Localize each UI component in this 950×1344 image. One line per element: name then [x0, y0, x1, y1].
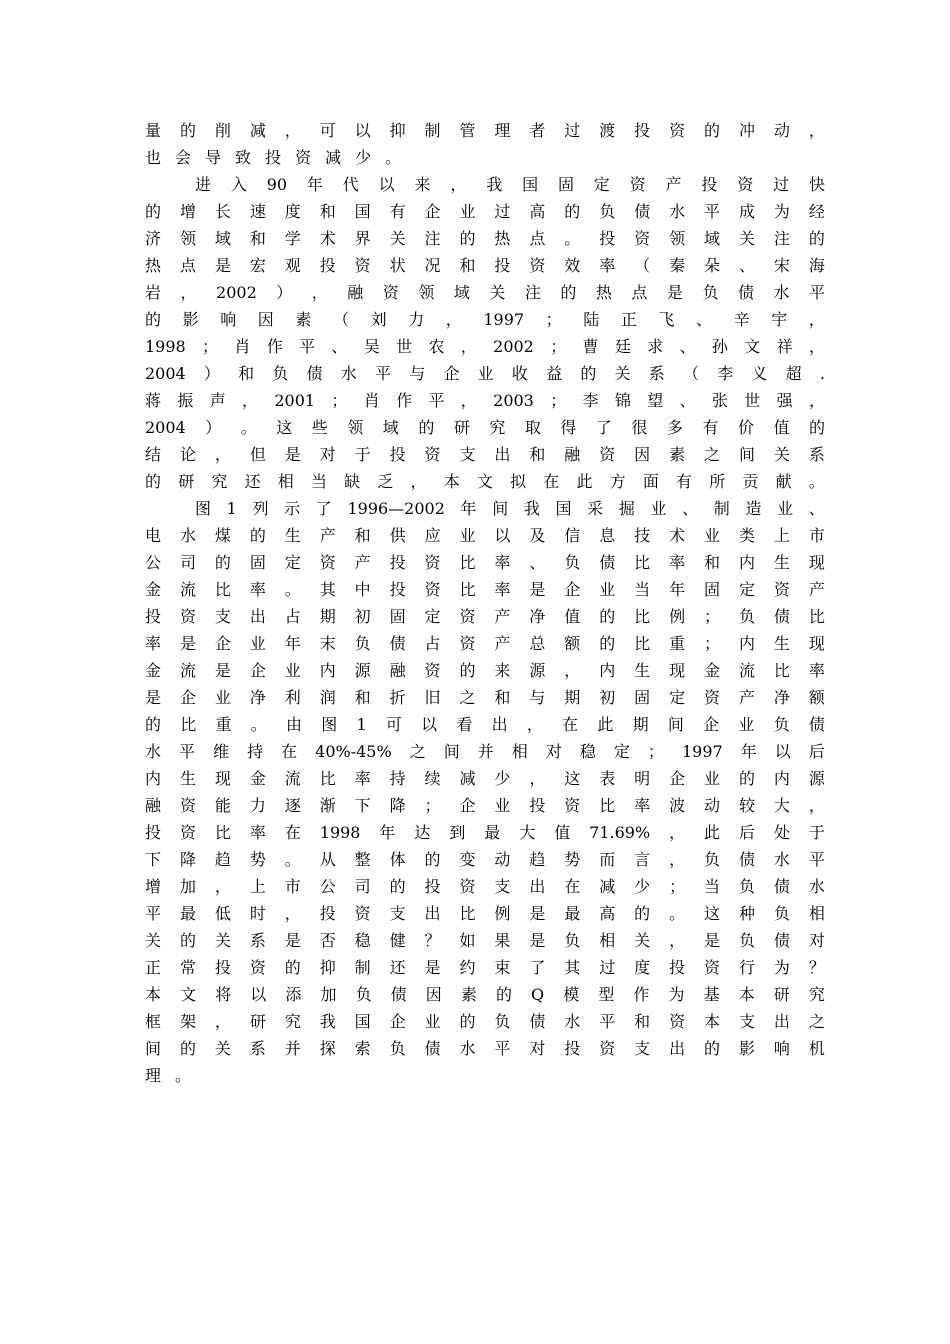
text-line: 2004 ） 。 这 些 领 域 的 研 究 取 得 了 很 多 有 价 值 的	[145, 418, 825, 437]
text-line: 结 论 ， 但 是 对 于 投 资 支 出 和 融 资 因 素 之 间 关 系	[145, 445, 825, 464]
text-line: 投 资 比 率 在 1998 年 达 到 最 大 值 71.69% ， 此 后 处 于	[145, 823, 825, 842]
text-line: 理 。	[145, 1066, 192, 1085]
text-line: 框 架 ， 研 究 我 国 企 业 的 负 债 水 平 和 资 本 支 出 之	[145, 1012, 825, 1031]
text-line: 水 平 维 持 在 40%-45% 之 间 并 相 对 稳 定 ； 1997 年 以 后	[145, 742, 825, 761]
text-line: 的 研 究 还 相 当 缺 乏 ， 本 文 拟 在 此 方 面 有 所 贡 献 。	[145, 472, 825, 491]
text-line: 率 是 企 业 年 末 负 债 占 资 产 总 额 的 比 重 ； 内 生 现	[145, 634, 825, 653]
text-line: 1998 ； 肖 作 平 、 吴 世 农 ， 2002 ； 曹 廷 求 、 孙 文 祥 ，	[145, 337, 825, 356]
text-line: 本 文 将 以 添 加 负 债 因 素 的 Q 模 型 作 为 基 本 研 究	[145, 985, 825, 1004]
text-line: 是 企 业 净 利 润 和 折 旧 之 和 与 期 初 固 定 资 产 净 额	[145, 688, 825, 707]
text-line: 图 1 列 示 了 1996—2002 年 间 我 国 采 掘 业 、 制 造 业 、	[195, 499, 825, 518]
text-line: 公 司 的 固 定 资 产 投 资 比 率 、 负 债 比 率 和 内 生 现	[145, 553, 825, 572]
text-line: 电 水 煤 的 生 产 和 供 应 业 以 及 信 息 技 术 业 类 上 市	[145, 526, 825, 545]
text-line: 也 会 导 致 投 资 减 少 。	[145, 148, 402, 167]
text-line: 济 领 域 和 学 术 界 关 注 的 热 点 。 投 资 领 域 关 注 的	[145, 229, 825, 248]
text-line: 平 最 低 时 ， 投 资 支 出 比 例 是 最 高 的 。 这 种 负 相	[145, 904, 825, 923]
text-line: 热 点 是 宏 观 投 资 状 况 和 投 资 效 率 （ 秦 朵 、 宋 海	[145, 256, 825, 275]
text-line: 岩 ， 2002 ） ， 融 资 领 域 关 注 的 热 点 是 负 债 水 平	[145, 283, 825, 302]
text-line: 间 的 关 系 并 探 索 负 债 水 平 对 投 资 支 出 的 影 响 机	[145, 1039, 825, 1058]
text-line: 投 资 支 出 占 期 初 固 定 资 产 净 值 的 比 例 ； 负 债 比	[145, 607, 825, 626]
text-line: 蒋 振 声 ， 2001 ； 肖 作 平 ， 2003 ； 李 锦 望 、 张 世 强 ，	[145, 391, 825, 410]
text-line: 金 流 是 企 业 内 源 融 资 的 来 源 ， 内 生 现 金 流 比 率	[145, 661, 825, 680]
text-line: 金 流 比 率 。 其 中 投 资 比 率 是 企 业 当 年 固 定 资 产	[145, 580, 825, 599]
text-line: 正 常 投 资 的 抑 制 还 是 约 束 了 其 过 度 投 资 行 为 ？	[145, 958, 825, 977]
text-line: 关 的 关 系 是 否 稳 健 ？ 如 果 是 负 相 关 ， 是 负 债 对	[145, 931, 825, 950]
text-line: 量 的 削 减 ， 可 以 抑 制 管 理 者 过 渡 投 资 的 冲 动 ，	[145, 121, 825, 140]
text-line: 融 资 能 力 逐 渐 下 降 ； 企 业 投 资 比 率 波 动 较 大 ，	[145, 796, 825, 815]
text-line: 下 降 趋 势 。 从 整 体 的 变 动 趋 势 而 言 ， 负 债 水 平	[145, 850, 825, 869]
text-line: 内 生 现 金 流 比 率 持 续 减 少 ， 这 表 明 企 业 的 内 源	[145, 769, 825, 788]
text-line: 进 入 90 年 代 以 来 ， 我 国 固 定 资 产 投 资 过 快	[195, 175, 825, 194]
body-text	[145, 117, 825, 1089]
text-line: 2004 ） 和 负 债 水 平 与 企 业 收 益 的 关 系 （ 李 义 超 .	[145, 364, 825, 383]
text-line: 的 增 长 速 度 和 国 有 企 业 过 高 的 负 债 水 平 成 为 经	[145, 202, 825, 221]
text-line: 的 影 响 因 素 （ 刘 力 ， 1997 ； 陆 正 飞 、 辛 宇 ，	[145, 310, 825, 329]
text-line: 的 比 重 。 由 图 1 可 以 看 出 ， 在 此 期 间 企 业 负 债	[145, 715, 825, 734]
text-line: 增 加 ， 上 市 公 司 的 投 资 支 出 在 减 少 ； 当 负 债 水	[145, 877, 825, 896]
